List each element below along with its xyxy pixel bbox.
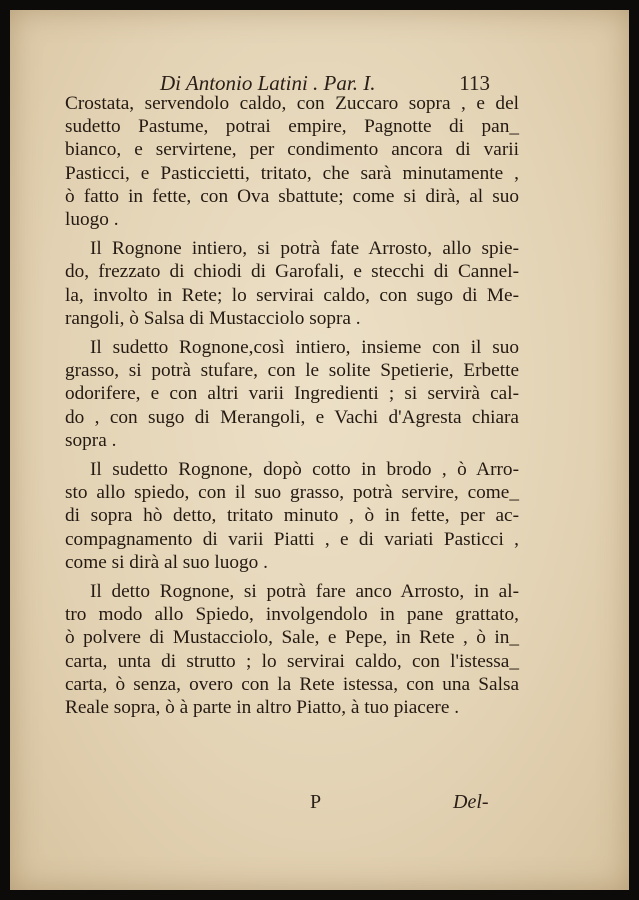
text-line: odorifere, e con altri varii Ingredienti ; si servirà cal- (65, 383, 519, 405)
text-line: Il Rognone intiero, si potrà fate Arrosto, allo spie- (90, 238, 519, 260)
text-line: Il sudetto Rognone,così intiero, insieme con il suo (90, 337, 519, 359)
text-line: Il detto Rognone, si potrà fare anco Arrosto, in al- (90, 581, 519, 603)
body-text (65, 92, 519, 719)
text-line: compagnamento di varii Piatti , e di variati Pasticci , (65, 528, 519, 550)
signature-mark: P (310, 791, 322, 813)
text-line: tro modo allo Spiedo, involgendolo in pane grattato, (65, 604, 519, 626)
running-title: Di Antonio Latini . Par. I. (160, 71, 376, 95)
catchword: Del- (453, 791, 489, 813)
text-line: sto allo spiedo, con il suo grasso, potrà servire, come_ (65, 482, 519, 504)
text-line: carta, ò senza, overo con la Rete istessa, con una Salsa (65, 673, 519, 695)
text-line: Crostata, servendolo caldo, con Zuccaro sopra , e del (65, 93, 519, 114)
text-line: rangoli, ò Salsa di Mustacciolo sopra . (65, 307, 361, 329)
text-line: come si dirà al suo luogo . (65, 551, 268, 573)
text-line: ò polvere di Mustacciolo, Sale, e Pepe, in Rete , ò in_ (65, 627, 519, 649)
text-line: Il sudetto Rognone, dopò cotto in brodo , ò Arro- (90, 459, 519, 481)
text-line: do , con sugo di Merangoli, e Vachi d'Agresta chiara (65, 406, 519, 428)
page-number: 113 (459, 71, 490, 95)
text-line: Pasticci, e Pasticcietti, tritato, che sarà minutamente , (65, 162, 519, 184)
text-line: di sopra hò detto, tritato minuto , ò in fette, per ac- (65, 505, 519, 527)
text-line: ò fatto in fette, con Ova sbattute; come si dirà, al suo (65, 185, 519, 207)
text-line: sudetto Pastume, potrai empire, Pagnotte di pan_ (65, 116, 519, 138)
text-line: do, frezzato di chiodi di Garofali, e stecchi di Cannel- (65, 261, 519, 283)
text-line: la, involto in Rete; lo servirai caldo, con sugo di Me- (65, 284, 519, 306)
text-line: grasso, si potrà stufare, con le solite Spetierie, Erbette (65, 360, 519, 382)
book-page (10, 10, 629, 890)
text-line: bianco, e servirtene, per condimento ancora di varii (65, 139, 519, 161)
text-line: Reale sopra, ò à parte in altro Piatto, à tuo piacere . (65, 697, 460, 719)
text-line: luogo . (65, 209, 119, 231)
text-line: sopra . (65, 429, 117, 451)
text-line: carta, unta di strutto ; lo servirai caldo, con l'istessa_ (65, 650, 519, 672)
